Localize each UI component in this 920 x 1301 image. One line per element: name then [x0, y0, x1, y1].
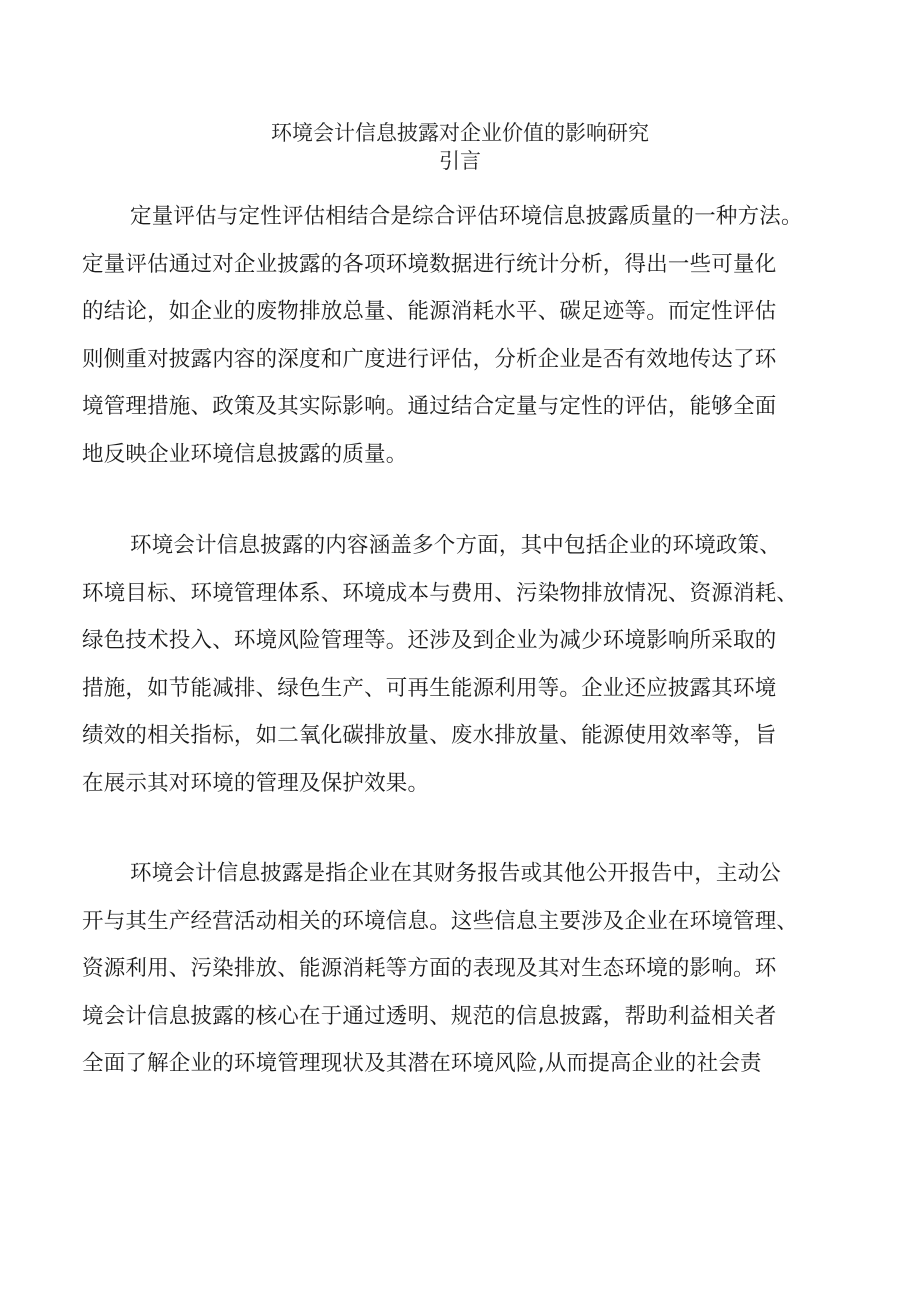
paragraph-line: 的结论，如企业的废物排放总量、能源消耗水平、碳足迹等。而定性评估 [82, 299, 777, 325]
paragraph-line: 在展示其对环境的管理及保护效果。 [82, 770, 430, 796]
paragraph-line: 定量评估与定性评估相结合是综合评估环境信息披露质量的一种方法。 [130, 204, 803, 229]
paragraph-line: 环境会计信息披露的内容涵盖多个方面，其中包括企业的环境政策、 [130, 533, 782, 558]
paragraph-line: 地反映企业环境信息披露的质量。 [82, 441, 408, 467]
paragraph-line: 环境会计信息披露是指企业在其财务报告或其他公开报告中，主动公 [130, 861, 782, 886]
paragraph-line: 开与其生产经营活动相关的环境信息。这些信息主要涉及企业在环境管理、 [82, 908, 799, 934]
paragraph-line: 措施，如节能减排、绿色生产、可再生能源利用等。企业还应披露其环境 [82, 675, 777, 701]
paragraph-line: 定量评估通过对企业披露的各项环境数据进行统计分析，得出一些可量化 [82, 251, 777, 277]
paragraph-line: 则侧重对披露内容的深度和广度进行评估，分析企业是否有效地传达了环 [82, 346, 777, 372]
section-heading: 引言 [439, 149, 481, 173]
document-title: 环境会计信息披露对企业价值的影响研究 [271, 121, 649, 145]
paragraph-3 [82, 850, 842, 1088]
paragraph-line: 资源利用、污染排放、能源消耗等方面的表现及其对生态环境的影响。环 [82, 956, 777, 982]
paragraph-line: 境管理措施、政策及其实际影响。通过结合定量与定性的评估，能够全面 [82, 394, 777, 420]
paragraph-line: 全面了解企业的环境管理现状及其潜在环境风险,从而提高企业的社会责 [82, 1051, 762, 1077]
paragraph-line: 境会计信息披露的核心在于通过透明、规范的信息披露，帮助利益相关者 [82, 1003, 777, 1029]
paragraph-2 [82, 522, 842, 808]
paragraph-line: 绩效的相关指标，如二氧化碳排放量、废水排放量、能源使用效率等，旨 [82, 723, 777, 749]
paragraph-1 [82, 193, 842, 479]
paragraph-line: 绿色技术投入、环境风险管理等。还涉及到企业为减少环境影响所采取的 [82, 628, 777, 654]
paragraph-line: 环境目标、环境管理体系、环境成本与费用、污染物排放情况、资源消耗、 [82, 580, 799, 606]
